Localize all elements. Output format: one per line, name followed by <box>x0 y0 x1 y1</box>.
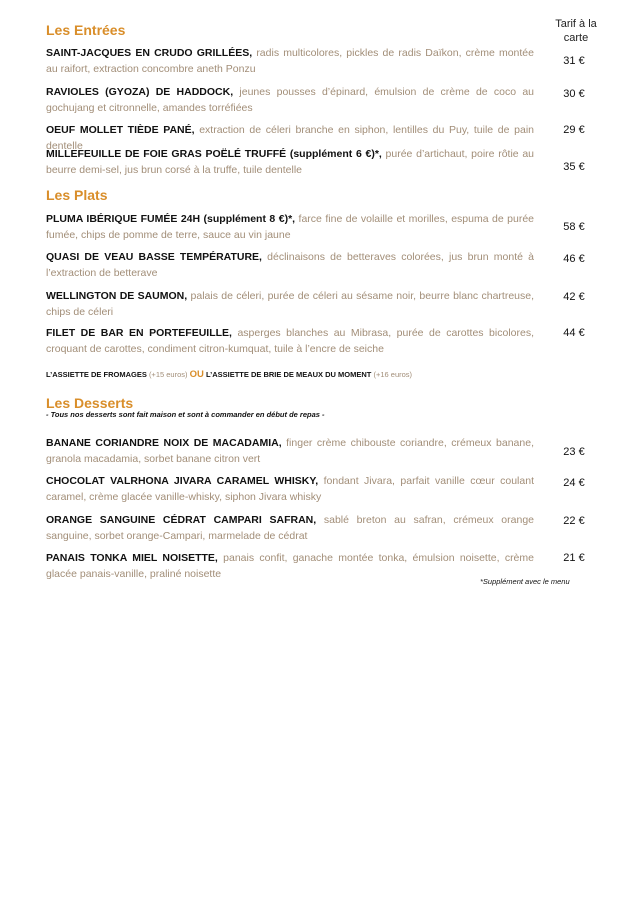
menu-item <box>46 474 534 505</box>
dish-description: panais confit, ganache montée tonka, émulsion noisette, crème glacée panais-vanille, praliné noisette <box>46 552 534 580</box>
dish-description: purée d’artichaut, poire rôtie au beurre demi-sel, jus brun corsé à la truffe, tuile dentelle <box>46 148 535 176</box>
price-header-line-1: Tarif à la <box>555 18 597 30</box>
dish-description: déclinaisons de betteraves colorées, jus brun monté à l’extraction de betterave <box>46 251 535 279</box>
dish-price: 44 € <box>563 327 585 339</box>
dish-description: radis multicolores, pickles de radis Daïkon, crème montée au raifort, extraction concombre aneth Ponzu <box>46 47 534 75</box>
dish-price: 24 € <box>563 477 585 489</box>
dish-description: jeunes pousses d’épinard, émulsion de crème de coco au gochujang et citronnelle, amandes torréfiées <box>46 86 535 114</box>
dish-description: palais de céleri, purée de céleri au sésame noir, beurre blanc chartreuse, chips de céleri <box>46 290 535 318</box>
dish-price: 23 € <box>563 446 585 458</box>
dish-name: CHOCOLAT VALRHONA JIVARA CARAMEL WHISKY, <box>46 475 319 487</box>
menu-item <box>46 551 534 582</box>
cheese-option-1-price: (+15 euros) <box>148 370 188 379</box>
dish-name: SAINT-JACQUES EN CRUDO GRILLÉES, <box>46 47 253 59</box>
section-title-desserts: Les Desserts <box>46 395 134 411</box>
dish-name: RAVIOLES (GYOZA) DE HADDOCK, <box>46 86 234 98</box>
menu-item <box>46 289 534 320</box>
cheese-options <box>46 369 412 380</box>
section-title-entrees: Les Entrées <box>46 22 126 38</box>
dish-price: 58 € <box>563 221 585 233</box>
dish-description: extraction de céleri branche en siphon, lentilles du Puy, tuile de pain dentelle <box>46 124 534 152</box>
dish-price: 31 € <box>563 55 585 67</box>
menu-item <box>46 513 534 544</box>
dish-description: farce fine de volaille et morilles, espuma de purée fumée, chips de pomme de terre, sauce au vin jaune <box>46 213 535 241</box>
dish-price: 29 € <box>563 124 585 136</box>
menu-item <box>46 85 534 116</box>
menu-item <box>46 326 534 357</box>
dish-description: sablé breton au safran, crémeux orange sanguine, sorbet orange-Campari, marmelade de cédrat <box>46 514 534 542</box>
menu-item <box>46 436 534 467</box>
dish-name: BANANE CORIANDRE NOIX DE MACADAMIA, <box>46 437 282 449</box>
cheese-option-2-price: (+16 euros) <box>373 370 413 379</box>
price-header-line-2: carte <box>563 32 589 44</box>
cheese-or: OU <box>189 369 204 380</box>
dish-name: FILET DE BAR EN PORTEFEUILLE, <box>46 327 232 339</box>
price-column-header <box>548 17 604 45</box>
dish-name: PLUMA IBÉRIQUE FUMÉE 24H (supplément 8 €)*, <box>46 213 296 225</box>
section-title-plats: Les Plats <box>46 187 108 203</box>
dish-description: finger crème chibouste coriandre, crémeux banane, granola macadamia, sorbet banane citron vert <box>46 437 534 465</box>
desserts-note: - Tous nos desserts sont fait maison et sont à commander en début de repas - <box>46 410 325 419</box>
dish-name: ORANGE SANGUINE CÉDRAT CAMPARI SAFRAN, <box>46 514 317 526</box>
cheese-option-2: L’ASSIETTE DE BRIE DE MEAUX DU MOMENT <box>205 370 372 379</box>
dish-name: PANAIS TONKA MIEL NOISETTE, <box>46 552 218 564</box>
dish-price: 42 € <box>563 291 585 303</box>
menu-item <box>46 147 534 178</box>
supplement-footnote: *Supplément avec le menu <box>480 577 570 586</box>
dish-price: 30 € <box>563 88 585 100</box>
menu-item <box>46 46 534 77</box>
dish-description: fondant Jivara, parfait vanille cœur coulant caramel, crème glacée vanille-whisky, siphon Jivara whisky <box>46 475 534 503</box>
menu-item <box>46 250 534 281</box>
dish-name: QUASI DE VEAU BASSE TEMPÉRATURE, <box>46 251 262 263</box>
dish-price: 35 € <box>563 161 585 173</box>
dish-name: OEUF MOLLET TIÈDE PANÉ, <box>46 124 195 136</box>
menu-item <box>46 212 534 243</box>
dish-price: 22 € <box>563 515 585 527</box>
cheese-option-1: L’ASSIETTE DE FROMAGES <box>46 370 147 379</box>
dish-name: WELLINGTON DE SAUMON, <box>46 290 188 302</box>
dish-price: 21 € <box>563 552 585 564</box>
dish-description: asperges blanches au Mibrasa, purée de carottes bicolores, croquant de carottes, condiment citron-kumquat, tuile à l’encre de seiche <box>46 327 534 355</box>
dish-name: MILLEFEUILLE DE FOIE GRAS POËLÉ TRUFFÉ (supplément 6 €)*, <box>46 148 382 160</box>
dish-price: 46 € <box>563 253 585 265</box>
